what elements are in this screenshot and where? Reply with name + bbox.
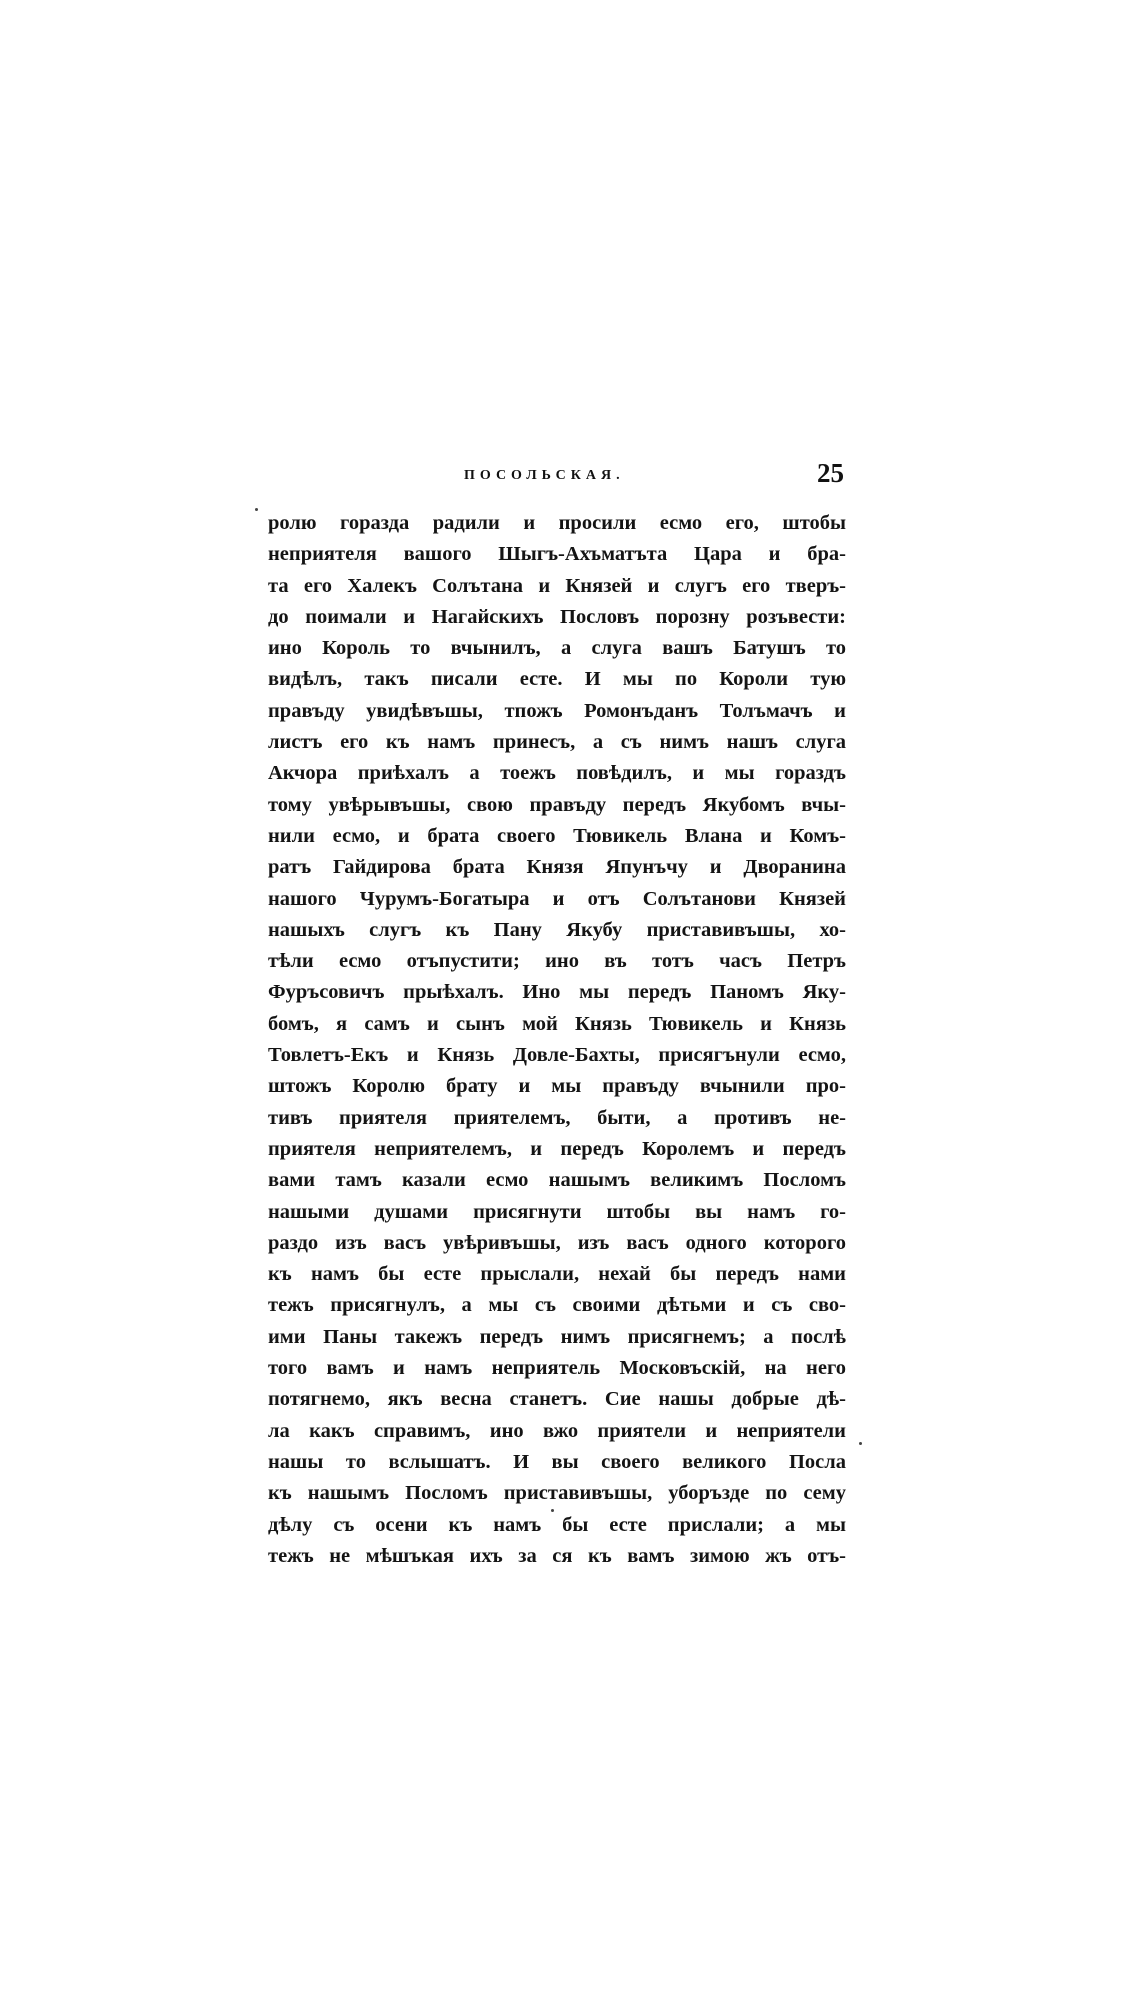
text-line: тому увѣрывъшы, свою правъду передъ Якубомъ вчы- — [268, 793, 846, 816]
text-line: тѣли есмо отъпустити; ино въ тотъ часъ Петръ — [268, 950, 846, 973]
text-line: ино Король то вчынилъ, а слуга вашъ Батушъ то — [268, 637, 846, 660]
text-line-last: тежъ не мѣшъкая ихъ за ся къ вамъ зимою жъ отъ- — [268, 1544, 846, 1567]
print-speck — [551, 1509, 554, 1512]
text-line: приятеля неприятелемъ, и передъ Королемъ и передъ — [268, 1137, 846, 1160]
text-line: нашыхъ слугъ къ Пану Якубу приставивъшы, хо- — [268, 918, 846, 941]
text-line: нашыми душами присягнути штобы вы намъ го- — [268, 1200, 846, 1223]
running-title: ПОСОЛЬСКАЯ. — [464, 468, 625, 483]
text-line: ла какъ справимъ, ино вжо приятели и неприятели — [268, 1419, 846, 1442]
text-line: видѣлъ, такъ писали есте. И мы по Короли тую — [268, 668, 846, 691]
body-text — [268, 508, 846, 1572]
text-line: нашы то вслышатъ. И вы своего великого Посла — [268, 1450, 846, 1473]
running-header — [268, 458, 848, 494]
text-line: къ нашымъ Посломъ приставивъшы, уборъзде по сему — [268, 1482, 846, 1505]
text-line: штожъ Королю брату и мы правъду вчынили про- — [268, 1075, 846, 1098]
text-line: неприятеля вашого Шыгъ-Ахъматъта Цара и бра- — [268, 543, 846, 566]
text-line: тивъ приятеля приятелемъ, быти, а противъ не- — [268, 1106, 846, 1129]
text-line: ими Паны такежъ передъ нимъ присягнемъ; а послѣ — [268, 1325, 846, 1348]
text-line: къ намъ бы есте прыслали, нехай бы передъ нами — [268, 1263, 846, 1286]
text-line: нили есмо, и брата своего Тювикель Влана и Комъ- — [268, 824, 846, 847]
text-line: дѣлу съ осени къ намъ бы есте прислали; а мы — [268, 1513, 846, 1536]
text-line: бомъ, я самъ и сынъ мой Князь Тювикель и Князь — [268, 1012, 846, 1035]
text-line: Фуръсовичъ прыѣхалъ. Ино мы передъ Паномъ Яку- — [268, 981, 846, 1004]
text-line: до поимали и Нагайскихъ Пословъ порозну розъвести: — [268, 605, 846, 628]
text-line: Акчора приѣхалъ а тоежъ повѣдилъ, и мы гораздъ — [268, 762, 846, 785]
text-line: потягнемо, якъ весна станетъ. Сие нашы добрые дѣ- — [268, 1388, 846, 1411]
text-line: вами тамъ казали есмо нашымъ великимъ Посломъ — [268, 1169, 846, 1192]
text-line: нашого Чурумъ-Богатыра и отъ Солътанови Князей — [268, 887, 846, 910]
text-line: та его Халекъ Солътана и Князей и слугъ его тверъ- — [268, 574, 846, 597]
text-line: раздо изъ васъ увѣривъшы, изъ васъ одного которого — [268, 1231, 846, 1254]
text-line: правъду увидѣвъшы, тпожъ Ромонъданъ Толъмачъ и — [268, 699, 846, 722]
text-line: тежъ присягнулъ, а мы съ своими дѣтьми и съ сво- — [268, 1294, 846, 1317]
text-line: Товлетъ-Екъ и Князь Довле-Бахты, присягънули есмо, — [268, 1044, 846, 1067]
page-number: 25 — [817, 458, 844, 488]
text-line: листъ его къ намъ принесъ, а съ нимъ нашъ слуга — [268, 731, 846, 754]
print-speck — [859, 1442, 862, 1445]
print-speck — [255, 508, 258, 511]
text-line: того вамъ и намъ неприятель Московъскій, на него — [268, 1357, 846, 1380]
text-line: ратъ Гайдирова брата Князя Япунъчу и Дворанина — [268, 856, 846, 879]
text-line: ролю горазда радили и просили есмо его, штобы — [268, 512, 846, 534]
